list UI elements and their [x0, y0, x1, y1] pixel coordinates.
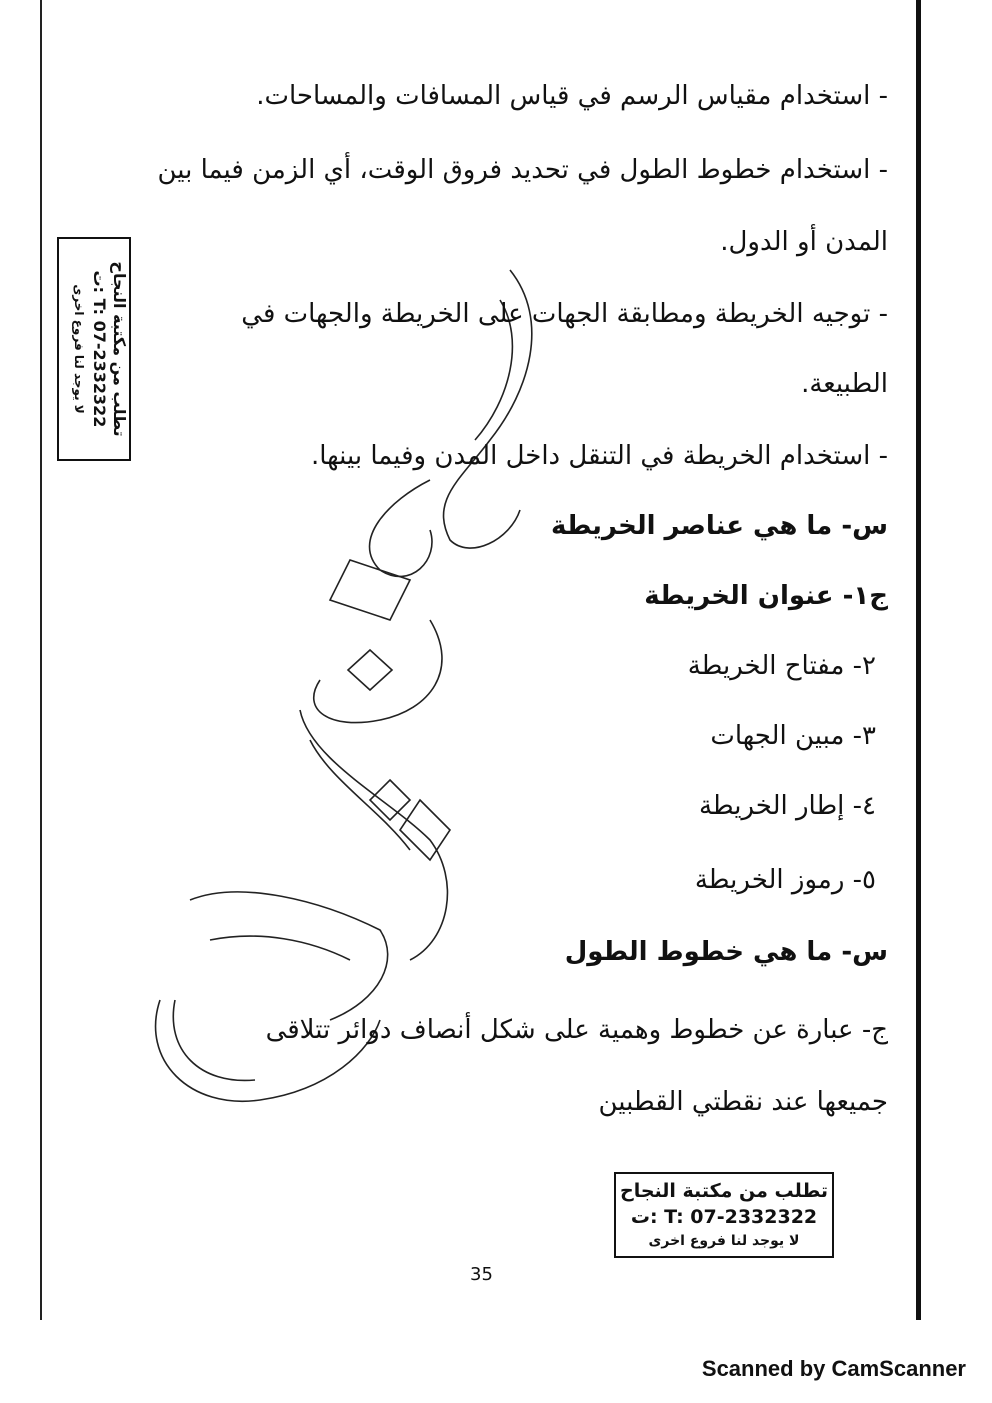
- text-line-4: - توجيه الخريطة ومطابقة الجهات على الخريطة والجهات في: [241, 299, 888, 329]
- stamp-line-1: تطلب من مكتبة النجاح: [110, 261, 129, 437]
- stamp-line-3: لا يوجد لنا فروع اخرى: [72, 284, 86, 414]
- answer-text-1: ج- عبارة عن خطوط وهمية على شكل أنصاف دوائر تتلاقى: [265, 1015, 888, 1045]
- page-number: 35: [470, 1264, 493, 1285]
- question-heading-2: س- ما هي خطوط الطول: [564, 937, 888, 967]
- answer-item-1: ج١- عنوان الخريطة: [644, 581, 888, 611]
- page-border-left: [40, 0, 42, 1320]
- text-line-1: - استخدام مقياس الرسم في قياس المسافات والمساحات.: [256, 81, 888, 111]
- answer-item-5: ٥- رموز الخريطة: [694, 865, 876, 895]
- answer-text-2: جميعها عند نقطتي القطبين: [598, 1087, 888, 1117]
- stamp-line-1: تطلب من مكتبة النجاح: [620, 1180, 828, 1202]
- text-line-6: - استخدام الخريطة في التنقل داخل المدن وفيما بينها.: [310, 441, 888, 471]
- stamp-line-2: ت: T: 07-2332322: [90, 270, 109, 428]
- page-border-right: [916, 0, 921, 1320]
- text-line-2: - استخدام خطوط الطول في تحديد فروق الوقت، أي الزمن فيما بين: [157, 155, 888, 185]
- watermark-logo: [130, 240, 550, 1140]
- answer-item-4: ٤- إطار الخريطة: [698, 791, 876, 821]
- scanner-footer: Scanned by CamScanner: [701, 1356, 966, 1381]
- stamp-line-3: لا يوجد لنا فروع اخرى: [648, 1233, 800, 1249]
- answer-item-2: ٢- مفتاح الخريطة: [687, 651, 876, 681]
- library-stamp: [614, 1172, 834, 1258]
- answer-item-3: ٣- مبين الجهات: [710, 721, 876, 751]
- stamp-line-2: ت: T: 07-2332322: [630, 1206, 818, 1228]
- text-line-3: المدن أو الدول.: [720, 227, 888, 257]
- text-line-5: الطبيعة.: [801, 369, 888, 399]
- library-stamp-rotated: [57, 237, 131, 461]
- question-heading-1: س- ما هي عناصر الخريطة: [551, 511, 888, 541]
